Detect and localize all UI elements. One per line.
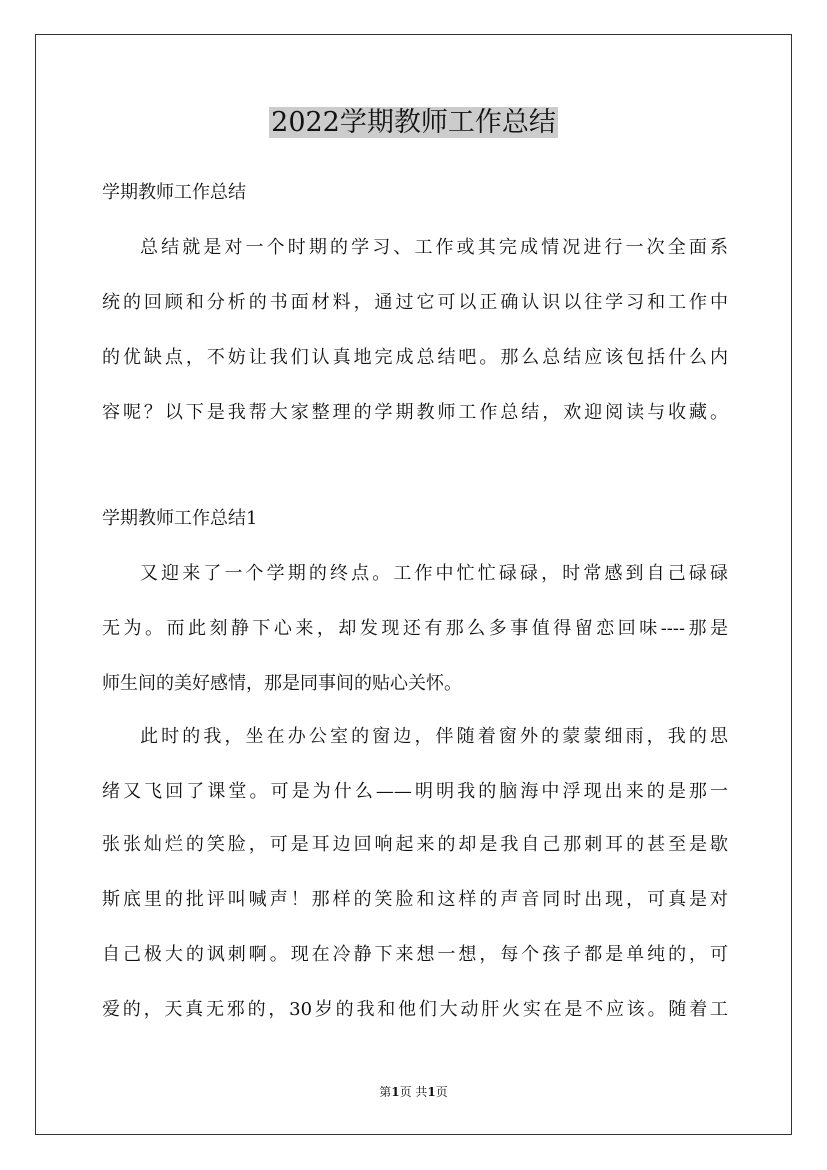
intro-heading: 学期教师工作总结: [102, 182, 246, 203]
p1-line-2: 无为。而此刻静下心来，却发现还有那么多事值得留恋回味----那是: [102, 618, 728, 639]
intro-line-3: 的优缺点，不妨让我们认真地完成总结吧。那么总结应该包括什么内: [102, 347, 728, 368]
p2-line-3: 张张灿烂的笑脸，可是耳边回响起来的却是我自己那刺耳的甚至是歇: [102, 834, 728, 855]
p1-line-1: 又迎来了一个学期的终点。工作中忙忙碌碌，时常感到自己碌碌: [140, 563, 728, 584]
intro-line-1: 总结就是对一个时期的学习、工作或其完成情况进行一次全面系: [140, 237, 728, 258]
page-footer: [0, 1084, 827, 1100]
intro-line-2: 统的回顾和分析的书面材料，通过它可以正确认识以往学习和工作中: [102, 292, 728, 313]
intro-line-4: 容呢？以下是我帮大家整理的学期教师工作总结，欢迎阅读与收藏。: [102, 402, 728, 423]
p2-line-5: 自己极大的讽刺啊。现在冷静下来想一想，每个孩子都是单纯的，可: [102, 944, 728, 965]
p2-line-4: 斯底里的批评叫喊声！那样的笑脸和这样的声音同时出现，可真是对: [102, 889, 728, 910]
document-title: [0, 104, 827, 142]
p2-line-2: 绪又飞回了课堂。可是为什么——明明我的脑海中浮现出来的是那一: [102, 781, 728, 802]
p1-line-3: 师生间的美好感情，那是同事间的贴心关怀。: [102, 673, 462, 694]
footer-suffix: 页: [435, 1085, 448, 1099]
footer-prefix: 第: [379, 1085, 392, 1099]
document-title-text: 2022学期教师工作总结: [271, 107, 556, 138]
section-heading-1: 学期教师工作总结1: [102, 508, 258, 529]
footer-page-number: 1: [391, 1085, 400, 1099]
p2-line-6: 爱的，天真无邪的，30岁的我和他们大动肝火实在是不应该。随着工: [102, 999, 728, 1020]
footer-mid: 页 共: [399, 1085, 428, 1099]
footer-page-total: 1: [427, 1085, 436, 1099]
p2-line-1: 此时的我，坐在办公室的窗边，伴随着窗外的蒙蒙细雨，我的思: [140, 726, 728, 747]
